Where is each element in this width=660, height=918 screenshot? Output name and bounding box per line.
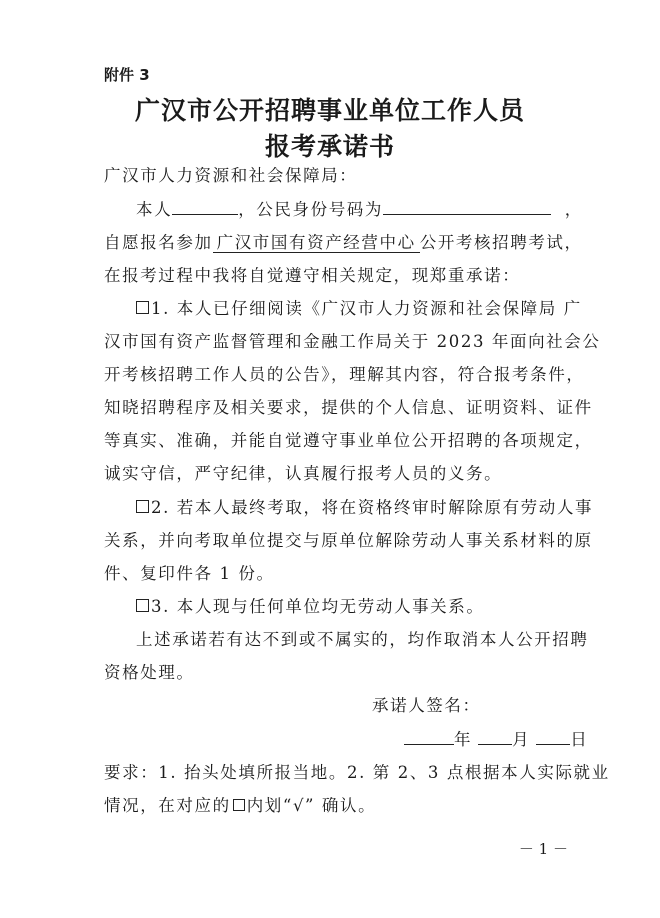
document-title: 广汉市公开招聘事业单位工作人员 [134,96,525,125]
year-blank [404,728,454,745]
register-line [104,229,583,253]
day-label: 日 [570,730,589,749]
salutation: 广汉市人力资源和社会保障局： [104,166,358,185]
item3-checkbox [136,599,149,612]
item2-line2: 关系，并向考取单位提交与原单位解除劳动人事关系材料的原 [104,531,593,550]
register-prefix: 自愿报名参加 [104,233,213,252]
notes-text-b: 内划“√” 确认。 [246,796,377,815]
promise-intro: 在报考过程中我将自觉遵守相关规定，现郑重承诺： [104,266,521,285]
intro-person-text: 本人 [136,200,173,219]
notes-line2 [104,792,376,816]
item1-line1 [136,295,582,319]
item1-line3: 开考核招聘工作人员的公告》，理解其内容，符合报考条件， [104,365,585,384]
notes-checkbox [233,799,245,811]
month-blank [478,728,512,745]
item2-line1 [136,494,593,518]
closing-line2: 资格处理。 [104,663,195,682]
item2-line3: 件、复印件各 1 份。 [104,564,275,583]
intro-end-text: ， [564,200,583,219]
intro-id-text: ，公民身份号码为 [238,200,384,219]
register-suffix: 公开考核招聘考试， [419,233,583,252]
month-label: 月 [512,730,531,749]
closing-line1: 上述承诺若有达不到或不属实的，均作取消本人公开招聘 [136,630,589,649]
item1-line6: 诚实守信，严守纪律，认真履行报考人员的义务。 [104,464,503,483]
item1-line5: 等真实、准确，并能自觉遵守事业单位公开招聘的各项规定， [104,431,593,450]
notes-line1: 要求：1. 抬头处填所报当地。2. 第 2、3 点根据本人实际就业 [104,763,610,782]
signature-label: 承诺人签名： [372,696,481,715]
item3-line [136,593,485,617]
name-blank [172,198,238,215]
item2-text-1: 2. 若本人最终考取，将在资格终审时解除原有劳动人事 [151,498,594,517]
attachment-label: 附件 3 [104,66,150,84]
notes-text-a: 情况，在对应的 [104,796,231,815]
year-label: 年 [454,730,473,749]
item1-checkbox [136,301,149,314]
item1-text-1: 1. 本人已仔细阅读《广汉市人力资源和社会保障局 广 [151,299,582,318]
day-blank [536,728,570,745]
register-unit: 广汉市国有资产经营中心 [213,233,420,253]
date-line [404,726,588,750]
item1-line4: 知晓招聘程序及相关要求，提供的个人信息、证明资料、证件 [104,398,593,417]
personal-info-line [136,196,583,220]
page-number: － 1 － [518,840,568,858]
item2-checkbox [136,500,149,513]
item3-text: 3. 本人现与任何单位均无劳动人事关系。 [151,597,485,616]
item1-line2: 汉市国有资产监督管理和金融工作局关于 2023 年面向社会公 [104,332,601,351]
id-number-blank [383,198,551,215]
document-subtitle: 报考承诺书 [264,132,395,161]
